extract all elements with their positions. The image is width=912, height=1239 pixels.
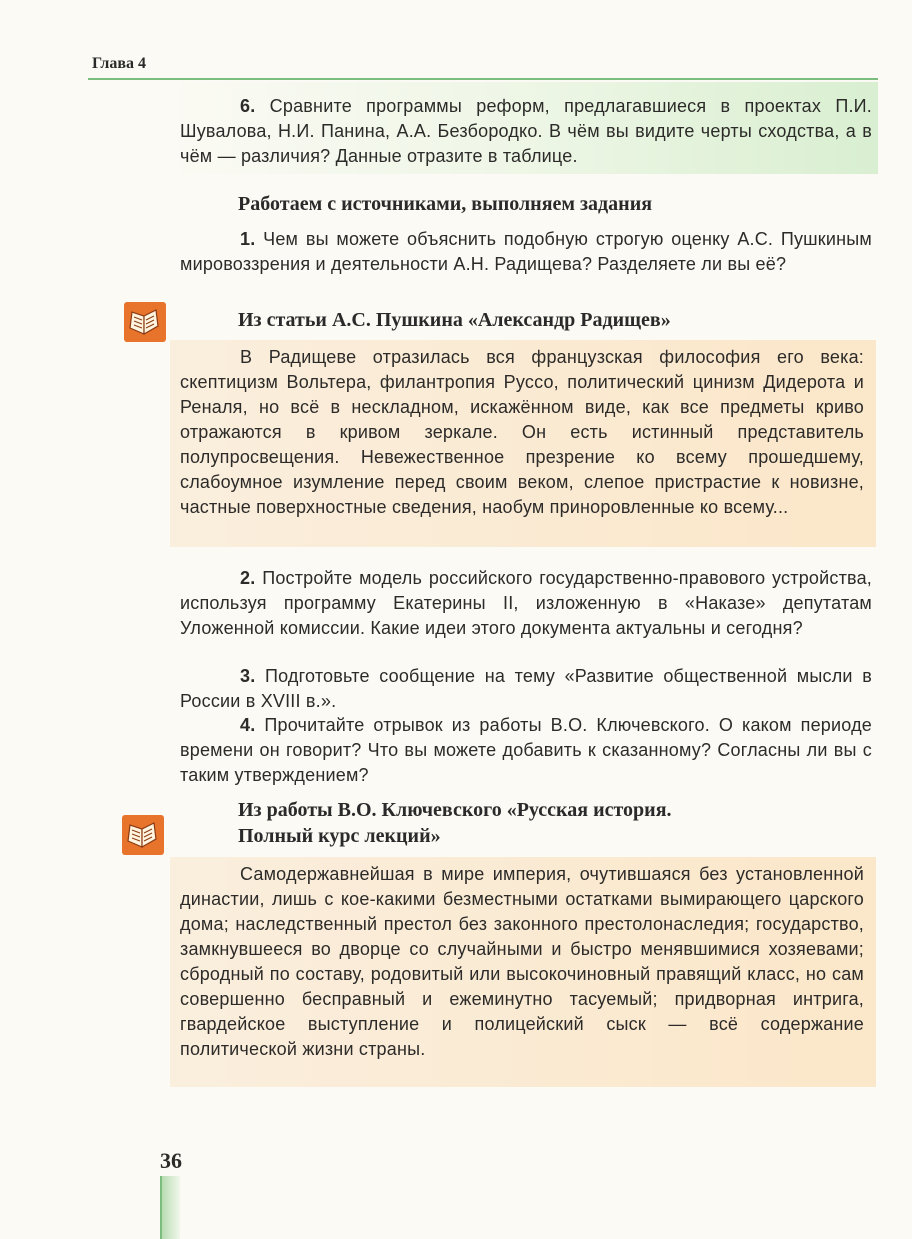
book-icon (124, 302, 166, 342)
task-number: 3. (240, 666, 256, 686)
source-2-text: Самодержавнейшая в мире империя, очутившаяся без установленной династии, лишь с кое-какими безместными остатками вымирающего царского дома; наследственный престол без законного престолонаследия; государство, замкнувшееся во дворце со случайными и быстро менявшимися хозяевами; сбродный по составу, родовитый или высокочиновный правящий класс, но сам совершенно бесправный и ежеминутно тасуемый; придворная интрига, гвардейское выступление и полицейский сыск — всё содержание политической жизни страны. (180, 864, 864, 1059)
page-edge-bar (160, 1176, 180, 1239)
question-text: Сравните программы реформ, предлагавшиеся в проектах П.И. Шувалова, Н.И. Панина, А.А. Безбородко. В чём вы видите черты сходства, а в чём — различия? Данные отразите в таблице. (180, 96, 872, 166)
source-2-title-line-2: Полный курс лекций» (238, 825, 441, 847)
task-text: Чем вы можете объяснить подобную строгую оценку А.С. Пушкиным мировоззрения и деятельности А.Н. Радищева? Разделяете ли вы её? (180, 229, 872, 274)
header-rule (88, 62, 878, 80)
task-text: Постройте модель российского государственно-правового устройства, используя программу Екатерины II, изложенную в «Наказе» депутатам Уложенной комиссии. Какие идеи этого документа актуальны и сегодня? (180, 568, 872, 638)
source-2-title-line-1: Из работы В.О. Ключевского «Русская история. (238, 799, 672, 821)
task-1 (180, 227, 872, 277)
source-1-text: В Радищеве отразилась вся французская философия его века: скептицизм Вольтера, филантропия Руссо, политический цинизм Дидерота и Реналя, но всё в нескладном, искажённом виде, как все предметы криво отражаются в кривом зеркале. Он есть истинный представитель полупросвещения. Невежественное презрение ко всему прошедшему, слабоумное изумление перед своим веком, слепое пристрастие к новизне, частные поверхностные сведения, наобум приноровленные ко всему... (180, 347, 864, 517)
page-number: 36 (160, 1148, 182, 1173)
book-icon (122, 815, 164, 855)
question-6 (180, 94, 872, 169)
question-number: 6. (240, 96, 256, 116)
task-number: 1. (240, 229, 256, 249)
section-heading: Работаем с источниками, выполняем задания (238, 193, 653, 215)
task-number: 4. (240, 715, 256, 735)
task-number: 2. (240, 568, 256, 588)
chapter-label: Глава 4 (92, 55, 146, 72)
source-1-title: Из статьи А.С. Пушкина «Александр Радищев» (238, 309, 671, 331)
task-text: Прочитайте отрывок из работы В.О. Ключевского. О каком периоде времени он говорит? Что вы можете добавить к сказанному? Согласны ли вы с таким утверждением? (180, 715, 872, 785)
task-4 (180, 713, 872, 788)
task-2 (180, 566, 872, 641)
task-3 (180, 664, 872, 714)
task-text: Подготовьте сообщение на тему «Развитие общественной мысли в России в XVIII в.». (180, 666, 872, 711)
